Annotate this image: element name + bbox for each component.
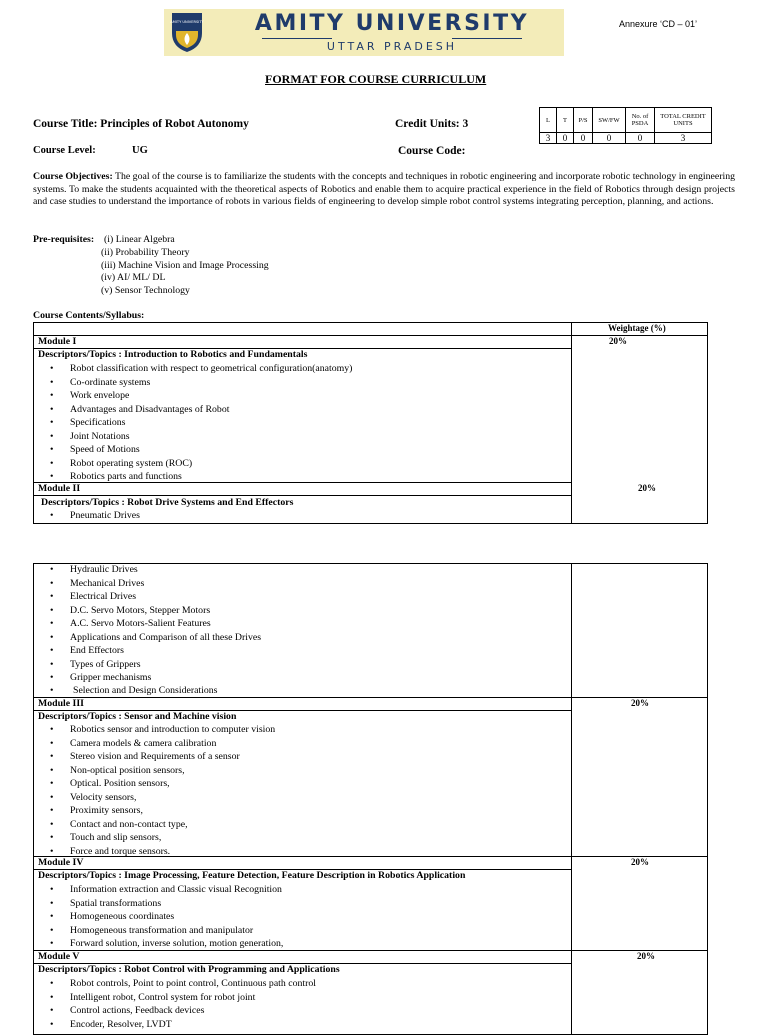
- module-4-topic: • Homogeneous transformation and manipulator: [51, 925, 253, 936]
- module-2-topic: • Mechanical Drives: [51, 578, 144, 589]
- course-title-row: [33, 118, 249, 130]
- course-code-label: Course Code:: [398, 145, 466, 157]
- credit-value-l: 3: [540, 133, 557, 144]
- module-4-descriptor: Descriptors/Topics : Image Processing, Feature Detection, Feature Description in Robotics Application: [38, 870, 466, 881]
- module-2-topic: • Selection and Design Considerations: [51, 685, 217, 696]
- module-3-topic: • Contact and non-contact type,: [51, 819, 188, 830]
- university-logo-banner: [164, 9, 564, 56]
- module-5-topic: • Control actions, Feedback devices: [51, 1005, 204, 1016]
- row-divider: [34, 697, 707, 698]
- module-1-descriptor: Descriptors/Topics : Introduction to Robotics and Fundamentals: [38, 349, 308, 360]
- module-2-title: Module II: [38, 483, 81, 494]
- course-title-value: Principles of Robot Autonomy: [100, 118, 249, 130]
- module-3-topic: • Proximity sensors,: [51, 805, 143, 816]
- credit-table: [539, 107, 712, 144]
- module-2-topic: • Types of Grippers: [51, 659, 141, 670]
- module-1-topic: • Speed of Motions: [51, 444, 140, 455]
- credit-units-row: [395, 118, 468, 130]
- credit-value-swfw: 0: [593, 133, 626, 144]
- row-divider: [34, 335, 571, 336]
- module-1-topic: • Robot operating system (ROC): [51, 458, 192, 469]
- module-3-title: Module III: [38, 698, 84, 709]
- module-4-topic: • Information extraction and Classic visual Recognition: [51, 884, 282, 895]
- module-4-topic: • Forward solution, inverse solution, motion generation,: [51, 938, 283, 949]
- module-3-topic: • Touch and slip sensors,: [51, 832, 161, 843]
- credit-header-t: T: [557, 108, 574, 133]
- module-4-weight: 20%: [631, 857, 649, 867]
- module-2-topic: • Pneumatic Drives: [51, 510, 140, 521]
- module-2-descriptor: Descriptors/Topics : Robot Drive Systems and End Effectors: [41, 497, 294, 508]
- credit-value-ps: 0: [574, 133, 593, 144]
- module-5-weight: 20%: [637, 951, 655, 961]
- row-divider: [571, 335, 707, 336]
- row-divider: [34, 856, 707, 857]
- objectives-label: Course Objectives:: [33, 171, 113, 182]
- module-3-topic: • Optical. Position sensors,: [51, 778, 170, 789]
- module-1-topic: • Robot classification with respect to geometrical configuration(anatomy): [51, 363, 352, 374]
- module-4-topic: • Spatial transformations: [51, 898, 161, 909]
- prerequisite-item: (i) Linear Algebra: [104, 234, 175, 245]
- module-2-topic: • Hydraulic Drives: [51, 564, 138, 575]
- university-name: AMITY UNIVERSITY: [254, 11, 530, 36]
- credit-value-psda: 0: [626, 133, 655, 144]
- prerequisite-item: (iv) AI/ ML/ DL: [101, 272, 166, 283]
- module-3-topic: • Stereo vision and Requirements of a sensor: [51, 751, 240, 762]
- credit-units-value: 3: [462, 118, 469, 130]
- module-1-topic: • Work envelope: [51, 390, 129, 401]
- course-objectives: [33, 171, 735, 209]
- weightage-header: Weightage (%): [608, 323, 666, 333]
- credit-value-total: 3: [655, 133, 712, 144]
- syllabus-table-part2: [33, 563, 708, 1035]
- credit-header-swfw: SW/FW: [593, 108, 626, 133]
- column-divider: [571, 564, 572, 1034]
- module-3-topic: • Velocity sensors,: [51, 792, 136, 803]
- credit-units-label: Credit Units:: [395, 118, 460, 130]
- credit-value-t: 0: [557, 133, 574, 144]
- module-1-topic: • Joint Notations: [51, 431, 130, 442]
- divider: [452, 38, 522, 39]
- annexure-label: Annexure ‘CD – 01’: [619, 19, 698, 29]
- module-1-topic: • Co-ordinate systems: [51, 377, 150, 388]
- module-2-topic: • A.C. Servo Motors-Salient Features: [51, 618, 211, 629]
- module-2-topic: • D.C. Servo Motors, Stepper Motors: [51, 605, 210, 616]
- module-5-title: Module V: [38, 951, 80, 962]
- prerequisites-label: Pre-requisites:: [33, 234, 95, 245]
- column-divider: [571, 323, 572, 523]
- course-level-label: Course Level:: [33, 145, 96, 156]
- module-1-weight: 20%: [609, 336, 627, 346]
- credit-header-psda: No. of PSDA: [626, 108, 655, 133]
- prerequisite-item: (iii) Machine Vision and Image Processing: [101, 260, 269, 271]
- format-title: FORMAT FOR COURSE CURRICULUM: [265, 72, 487, 86]
- credit-header-total: TOTAL CREDIT UNITS: [655, 108, 712, 133]
- module-3-topic: • Non-optical position sensors,: [51, 765, 185, 776]
- row-divider: [34, 495, 571, 496]
- course-title-label: Course Title:: [33, 118, 98, 130]
- course-contents-label: Course Contents/Syllabus:: [33, 310, 145, 321]
- module-2-weight: 20%: [638, 483, 656, 493]
- module-2-topic: • Electrical Drives: [51, 591, 136, 602]
- module-3-descriptor: Descriptors/Topics : Sensor and Machine vision: [38, 711, 237, 722]
- module-1-topic: • Specifications: [51, 417, 126, 428]
- module-3-topic: • Robotics sensor and introduction to computer vision: [51, 724, 275, 735]
- module-2-topic: • End Effectors: [51, 645, 124, 656]
- module-1-topic: • Robotics parts and functions: [51, 471, 182, 482]
- module-5-topic: • Intelligent robot, Control system for robot joint: [51, 992, 255, 1003]
- prerequisite-item: (ii) Probability Theory: [101, 247, 190, 258]
- module-4-title: Module IV: [38, 857, 84, 868]
- module-2-topic: • Applications and Comparison of all these Drives: [51, 632, 261, 643]
- row-divider: [34, 950, 707, 951]
- module-3-weight: 20%: [631, 698, 649, 708]
- module-2-topic: • Gripper mechanisms: [51, 672, 151, 683]
- module-1-topic: • Advantages and Disadvantages of Robot: [51, 404, 229, 415]
- module-3-topic: • Force and torque sensors.: [51, 846, 170, 857]
- crest-text: AMITY UNIVERSITY: [170, 20, 204, 24]
- divider: [262, 38, 332, 39]
- module-1-title: Module I: [38, 336, 77, 347]
- credit-header-ps: P/S: [574, 108, 593, 133]
- module-3-topic: • Camera models & camera calibration: [51, 738, 216, 749]
- objectives-text: The goal of the course is to familiarize the students with the concepts and techniques in robotic engineering and incorporate robotic technology in engineering systems. To make the students acquainted with the theoretical aspects of Robotics and enable them to acquire practical experience in the field of Robotics through design projects and case studies to understand the importance of robots in various fields of engineering to develop simple robot control systems integrating perception, planning, and actions.: [33, 171, 736, 207]
- course-level-value: UG: [132, 145, 148, 156]
- university-campus: UTTAR PRADESH: [326, 40, 458, 53]
- university-crest-icon: [170, 11, 204, 53]
- row-divider: [34, 482, 571, 483]
- module-5-topic: • Encoder, Resolver, LVDT: [51, 1019, 172, 1030]
- module-4-topic: • Homogeneous coordinates: [51, 911, 174, 922]
- credit-header-l: L: [540, 108, 557, 133]
- syllabus-table-part1: [33, 322, 708, 524]
- prerequisite-item: (v) Sensor Technology: [101, 285, 190, 296]
- module-5-descriptor: Descriptors/Topics : Robot Control with Programming and Applications: [38, 964, 340, 975]
- module-5-topic: • Robot controls, Point to point control, Continuous path control: [51, 978, 316, 989]
